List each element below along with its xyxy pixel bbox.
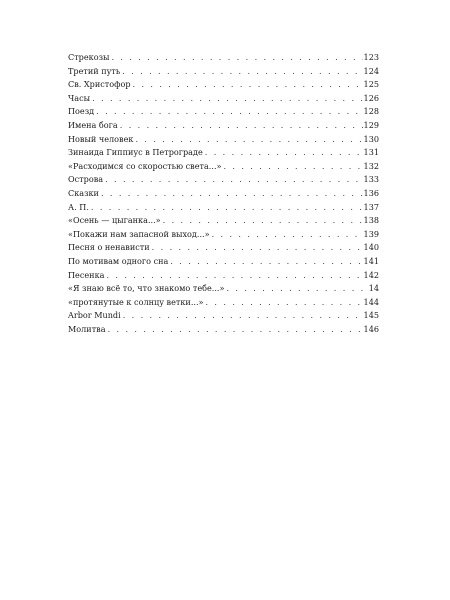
toc-entry-page: 124	[363, 65, 379, 76]
toc-entry-title: «Я знаю всё то, что знакомо тебе...»	[68, 283, 225, 294]
toc-entry-title: По мотивам одного сна	[68, 255, 169, 266]
toc-entry	[68, 187, 379, 201]
toc-entry-title: Острова	[68, 174, 104, 185]
dot-leader	[205, 146, 363, 160]
toc-entry	[68, 160, 379, 174]
dot-leader	[111, 51, 362, 65]
toc-entry-title: «Осень — цыганка...»	[68, 215, 161, 226]
toc-entry-page: 144	[363, 296, 379, 307]
toc-entry-page: 129	[363, 119, 379, 130]
dot-leader	[226, 282, 367, 296]
toc-entry	[68, 269, 379, 283]
dot-leader	[163, 214, 363, 228]
toc-entry	[68, 92, 379, 106]
toc-entry-page: 125	[363, 79, 379, 90]
toc-entry-page: 142	[363, 269, 379, 280]
dot-leader	[123, 309, 363, 323]
dot-leader	[122, 65, 362, 79]
dot-leader	[152, 241, 363, 255]
toc-entry-page: 138	[363, 215, 379, 226]
toc-entry	[68, 214, 379, 228]
toc-entry-title: Песня о ненависти	[68, 242, 150, 253]
toc-entry	[68, 119, 379, 133]
toc-entry-title: Новый человек	[68, 133, 134, 144]
toc-entry-title: Часы	[68, 92, 91, 103]
toc-entry-page: 133	[363, 174, 379, 185]
dot-leader	[91, 201, 363, 215]
toc-entry	[68, 51, 379, 65]
toc-entry-page: 123	[363, 52, 379, 62]
toc-entry-title: Имена бога	[68, 119, 118, 130]
toc-entry	[68, 146, 379, 160]
dot-leader	[170, 255, 362, 269]
toc-entry	[68, 241, 379, 255]
dot-leader	[96, 105, 362, 119]
toc-entry	[68, 323, 379, 337]
toc-entry-title: Св. Христофор	[68, 79, 131, 90]
toc-entry	[68, 173, 379, 187]
toc-entry-page: 130	[363, 133, 379, 144]
toc-entry-title: «протянутые к солнцу ветки...»	[68, 296, 204, 307]
dot-leader	[106, 269, 362, 283]
toc-entry-page: 132	[363, 160, 379, 171]
toc-entry	[68, 133, 379, 147]
dot-leader	[212, 228, 363, 242]
dot-leader	[135, 133, 362, 147]
toc-entry	[68, 255, 379, 269]
toc-entry-title: «Расходимся со скоростью света...»	[68, 160, 222, 171]
dot-leader	[108, 323, 363, 337]
toc-entry-page: 131	[363, 147, 379, 158]
toc-entry-title: Третий путь	[68, 65, 121, 76]
toc-entry-page: 141	[363, 255, 379, 266]
toc-entry-page: 14	[368, 283, 379, 294]
toc-entry-page: 137	[363, 201, 379, 212]
toc-entry-page: 126	[363, 92, 379, 103]
toc-entry-title: Зинаида Гиппиус в Петрограде	[68, 147, 203, 158]
toc-entry	[68, 228, 379, 242]
toc-entry	[68, 282, 379, 296]
dot-leader	[105, 173, 362, 187]
toc-entry-page: 136	[363, 187, 379, 198]
table-of-contents	[68, 51, 379, 336]
toc-entry	[68, 309, 379, 323]
toc-entry-title: Сказки	[68, 187, 99, 198]
toc-entry-title: Поезд	[68, 106, 95, 117]
toc-entry-title: «Покажи нам запасной выход...»	[68, 228, 210, 239]
dot-leader	[101, 187, 363, 201]
toc-entry	[68, 105, 379, 119]
dot-leader	[120, 119, 363, 133]
toc-entry-title: Arbor Mundi	[68, 310, 121, 321]
toc-entry-page: 139	[363, 228, 379, 239]
toc-entry	[68, 201, 379, 215]
toc-entry-page: 140	[363, 242, 379, 253]
toc-entry-page: 146	[363, 323, 379, 334]
toc-entry-page: 128	[363, 106, 379, 117]
toc-entry-title: Песенка	[68, 269, 105, 280]
toc-entry-title: А. П.	[68, 201, 89, 212]
toc-entry	[68, 65, 379, 79]
toc-entry-page: 145	[363, 310, 379, 321]
dot-leader	[205, 296, 362, 310]
toc-entry-title: Стрекозы	[68, 52, 110, 62]
dot-leader	[92, 92, 362, 106]
toc-entry	[68, 78, 379, 92]
dot-leader	[223, 160, 362, 174]
toc-entry-title: Молитва	[68, 323, 106, 334]
dot-leader	[133, 78, 363, 92]
toc-entry	[68, 296, 379, 310]
